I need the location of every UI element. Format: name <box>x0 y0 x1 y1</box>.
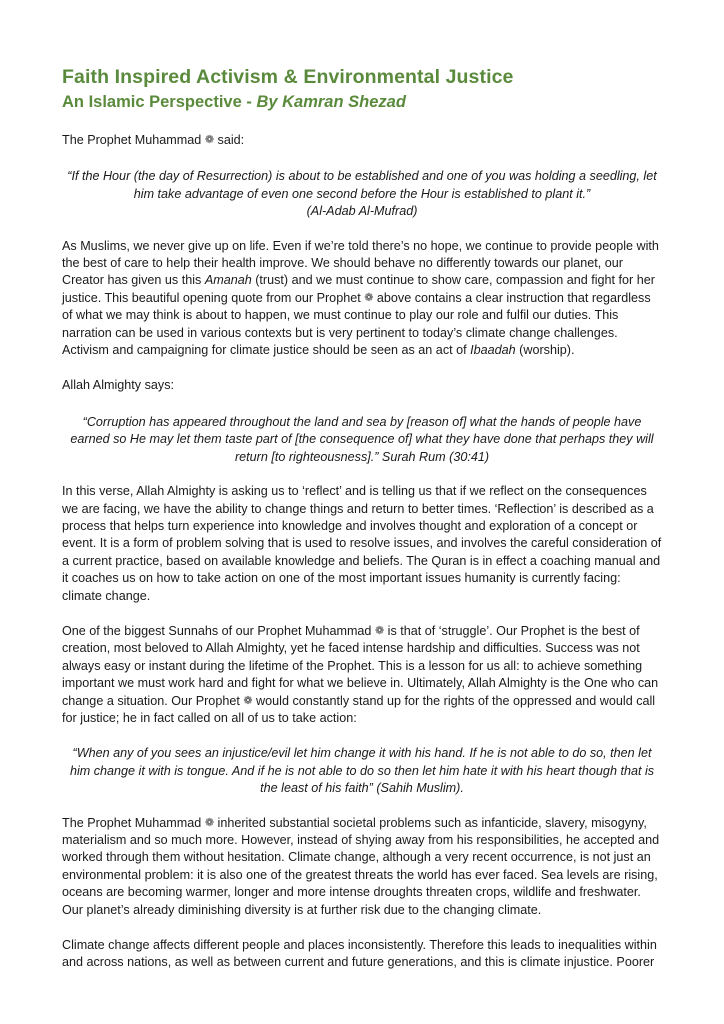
honorific-seal-icon: ❁ <box>374 624 385 637</box>
paragraph-societal-problems <box>62 815 662 919</box>
paragraph-climate-injustice: Climate change affects different people and places inconsistently. Therefore this leads to inequalities within and across nations, as well as between current and future generations, and this is climate injustice. Poorer <box>62 938 657 970</box>
para-text: The Prophet Muhammad <box>62 815 205 830</box>
quote-text: “If the Hour (the day of Resurrection) is about to be established and one of you was holding a seedling, let him take advantage of even one second before the Hour is established to plant it.” <box>67 169 657 201</box>
para-text: One of the biggest Sunnahs of our Prophet Muhammad <box>62 623 375 638</box>
honorific-seal-icon: ❁ <box>204 816 215 829</box>
document-subtitle <box>62 90 662 114</box>
honorific-seal-icon: ❁ <box>243 694 253 707</box>
para-text: would constantly stand up for the rights of the oppressed and would call for justice; he in fact called on all of us to take action: <box>62 693 656 725</box>
honorific-seal-icon: ❁ <box>364 291 374 304</box>
quote-source: (Al-Adab Al-Mufrad) <box>306 204 418 219</box>
paragraph-reflection: In this verse, Allah Almighty is asking us to ‘reflect’ and is telling us that if we reflect on the consequences we are facing, we have the ability to change things and return to better times. ‘Reflection’ is described as a process that helps turn experience into knowledge and involves thought and exploration of a concept or event. It is a form of problem solving that is used to resolve issues, and involves the careful consideration of a current practice, based on available knowledge and beliefs. The Quran is in effect a coaching manual and it coaches us on how to take action on one of the most important issues humanity is currently facing: climate change. <box>62 484 662 603</box>
quote-text: “Corruption has appeared throughout the land and sea by [reason of] what the hands of people have earned so He may let them taste part of [the consequence of] what they have done that perhaps they will return [to righteousness].” Surah Rum (30:41) <box>70 414 654 464</box>
intro-allah-says: Allah Almighty says: <box>62 378 174 393</box>
intro-text: The Prophet Muhammad <box>62 133 202 147</box>
hadith-quote-injustice <box>62 745 662 797</box>
hadith-quote-seedling <box>62 168 662 220</box>
term-amanah: Amanah <box>204 273 252 288</box>
para-text: inherited substantial societal problems such as infanticide, slavery, misogyny, materialism and so much more. However, instead of shying away from his responsibilities, he accepted and worked through them without hesitation. Climate change, although a very recent occurrence, is not just an environmental problem: it is also one of the greatest threats the world has ever faced. Sea levels are rising, oceans are becoming warmer, longer and more intense droughts threaten crops, wildlife and freshwater. Our planet’s already diminishing diversity is at further risk due to the changing climate. <box>62 815 660 917</box>
author-byline: By Kamran Shezad <box>256 93 406 111</box>
document-page <box>62 64 662 990</box>
para-text: is that of ‘struggle’. Our Prophet is the best of creation, most beloved to Allah Almighty, yet he faced intense hardship and difficulties. Success was not always easy or instant during the lifetime of the Prophet. This is a lesson for us all: to achieve something important we must work hard and fight for what we believe in. Ultimately, Allah Almighty is the One who can change a situation. Our Prophet <box>62 623 659 708</box>
para-text: As Muslims, we never give up on life. Even if we’re told there’s no hope, we continue to provide people with the best of care to help their health improve. We should behave no differently towards our planet, our Creator has given us this <box>62 238 659 288</box>
paragraph-amanah <box>62 238 662 360</box>
intro-prophet-said <box>62 132 662 149</box>
quran-quote-surah-rum <box>62 414 662 466</box>
intro-text-end: said: <box>214 133 245 147</box>
quote-text: “When any of you sees an injustice/evil let him change it with his hand. If he is not able to do so, then let him change it with is tongue. And if he is not able to do so then let him hate it with his heart though that is the least of his faith” (Sahih Muslim). <box>69 746 655 796</box>
term-ibaadah: Ibaadah <box>470 343 516 358</box>
document-title: Faith Inspired Activism & Environmental Justice <box>62 66 514 88</box>
subtitle-text: An Islamic Perspective - <box>62 93 257 111</box>
para-text: (trust) and we must continue to show care, compassion and fight for her justice. This beautiful opening quote from our Prophet <box>62 273 655 305</box>
para-text: above contains a clear instruction that regardless of what we may think is about to happen, we must continue to play our role and fulfil our duties. This narration can be used in various contexts but is very pertinent to today’s climate change challenges. Activism and campaigning for climate justice should be seen as an act of <box>62 290 651 358</box>
para-text: (worship). <box>515 343 575 358</box>
paragraph-struggle <box>62 623 662 727</box>
honorific-seal-icon: ❁ <box>204 134 215 146</box>
